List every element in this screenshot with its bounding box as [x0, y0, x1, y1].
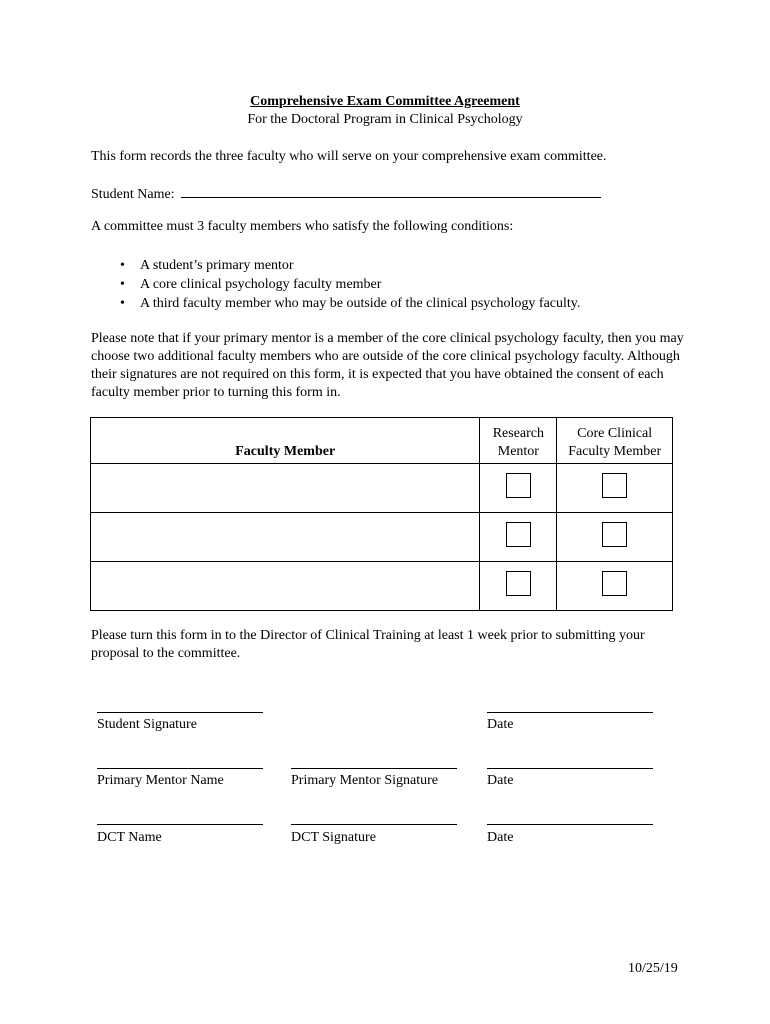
primary-mentor-name-label: Primary Mentor Name: [97, 773, 224, 788]
faculty-table: [90, 417, 673, 611]
primary-mentor-signature-line[interactable]: [291, 768, 457, 769]
primary-mentor-signature-label: Primary Mentor Signature: [291, 773, 438, 788]
research-mentor-checkbox[interactable]: [506, 571, 531, 596]
dct-signature-line[interactable]: [291, 824, 457, 825]
research-mentor-header: Research Mentor: [480, 418, 557, 464]
dct-date-label: Date: [487, 830, 514, 845]
core-faculty-checkbox[interactable]: [602, 473, 627, 498]
research-mentor-checkbox[interactable]: [506, 522, 531, 547]
faculty-member-header: Faculty Member: [91, 418, 480, 464]
student-name-label: Student Name:: [91, 187, 175, 202]
primary-mentor-date-line[interactable]: [487, 768, 653, 769]
primary-mentor-name-line[interactable]: [97, 768, 263, 769]
dct-date-line[interactable]: [487, 824, 653, 825]
core-faculty-checkbox[interactable]: [602, 571, 627, 596]
conditions-list: [120, 256, 580, 313]
requirement-text: A committee must 3 faculty members who satisfy the following conditions:: [91, 219, 514, 234]
footer-date: 10/25/19: [628, 961, 678, 976]
student-signature-line[interactable]: [97, 712, 263, 713]
dct-signature-label: DCT Signature: [291, 830, 376, 845]
faculty-member-input[interactable]: [91, 513, 480, 562]
form-title: Comprehensive Exam Committee Agreement: [250, 94, 520, 109]
student-signature-label: Student Signature: [97, 717, 197, 732]
turn-in-paragraph: Please turn this form in to the Director of Clinical Training at least 1 week prior to submitting your proposal to the committee.: [91, 628, 645, 661]
form-subtitle: For the Doctoral Program in Clinical Psychology: [247, 112, 523, 127]
student-name-row: [91, 184, 601, 203]
student-name-field[interactable]: [181, 184, 601, 198]
list-item: • A core clinical psychology faculty member: [140, 275, 580, 294]
list-item: • A third faculty member who may be outside of the clinical psychology faculty.: [140, 294, 580, 313]
student-date-label: Date: [487, 717, 514, 732]
student-date-line[interactable]: [487, 712, 653, 713]
dct-name-line[interactable]: [97, 824, 263, 825]
faculty-member-input[interactable]: [91, 562, 480, 611]
table-header-row: [91, 418, 673, 464]
note-paragraph: Please note that if your primary mentor is a member of the core clinical psychology faculty, then you may choose two additional faculty members who are outside of the core clinical psychology faculty. Although their signatures are not required on this form, it is expected that you have obtained the consent of each faculty member prior to turning this form in.: [91, 331, 684, 400]
table-row: [91, 464, 673, 513]
primary-mentor-date-label: Date: [487, 773, 514, 788]
table-row: [91, 513, 673, 562]
dct-name-label: DCT Name: [97, 830, 162, 845]
core-faculty-header: Core Clinical Faculty Member: [557, 418, 673, 464]
faculty-member-input[interactable]: [91, 464, 480, 513]
research-mentor-checkbox[interactable]: [506, 473, 531, 498]
table-row: [91, 562, 673, 611]
intro-text: This form records the three faculty who will serve on your comprehensive exam committee.: [91, 149, 607, 164]
core-faculty-checkbox[interactable]: [602, 522, 627, 547]
list-item: • A student’s primary mentor: [140, 256, 580, 275]
